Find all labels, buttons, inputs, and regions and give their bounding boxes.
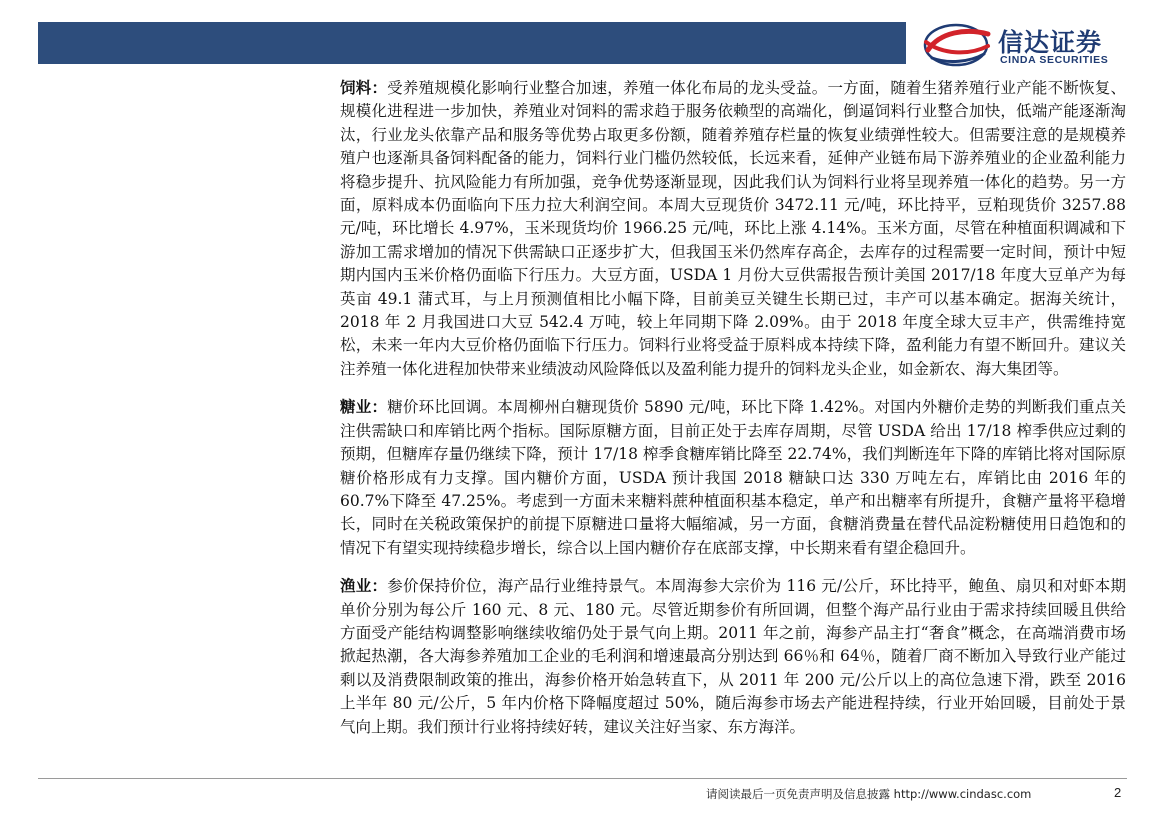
paragraph-sugar xyxy=(340,395,1126,560)
paragraph-fishery xyxy=(340,574,1126,739)
page-number: 2 xyxy=(1114,785,1122,800)
cinda-logo xyxy=(922,20,1142,70)
report-body xyxy=(340,76,1126,753)
paragraph-lead: 饲料： xyxy=(340,78,388,97)
footer-disclaimer-link[interactable]: 请阅读最后一页免责声明及信息披露 http://www.cindasc.com xyxy=(706,787,1032,801)
paragraph-lead: 糖业： xyxy=(340,397,388,417)
header-bar xyxy=(38,22,906,64)
logo-english-text: CINDA SECURITIES xyxy=(1000,54,1109,66)
paragraph-text: 受养殖规模化影响行业整合加速，养殖一体化布局的龙头受益。一方面，随着生猪养殖行业产能不断恢复、规模化进程进一步加快，养殖业对饲料的需求趋于服务依赖型的高端化，倒逼饲料行业整合加快，低端产能逐渐淘汰，行业龙头依靠产品和服务等优势占取更多份额，随着养殖存栏量的恢复业绩弹性较大。但需要注意的是规模养殖户也逐渐具备饲料配备的能力，饲料行业门槛仍然较低，长远来看，延伸产业链布局下游养殖业的企业盈利能力将稳步提升、抗风险能力有所加强，竞争优势逐渐显现，因此我们认为饲料行业将呈现养殖一体化的趋势。另一方面，原料成本仍面临向下压力拉大利润空间。本周大豆现货价 3472.11 元/吨，环比持平，豆粕现货价 3257.88 元/吨，环比增长 4.97%，玉米现货均价 1966.25 元/吨，环比上涨 4.14%。玉米方面，尽管在种植面积调减和下游加工需求增加的情况下供需缺口正逐步扩大，但我国玉米仍然库存高企，去库存的过程需要一定时间，预计中短期内国内玉米价格仍面临下行压力。大豆方面，USDA 1 月份大豆供需报告预计美国 2017/18 年度大豆单产为每英亩 49.1 蒲式耳，与上月预测值相比小幅下降，目前美豆关键生长期已过，丰产可以基本确定。据海关统计，2018 年 2 月我国进口大豆 542.4 万吨，较上年同期下降 2.09%。由于 2018 年度全球大豆丰产，供需维持宽松，未来一年内大豆价格仍面临下行压力。饲料行业将受益于原料成本持续下降，盈利能力有望不断回升。建议关注养殖一体化进程加快带来业绩波动风险降低以及盈利能力提升的饲料龙头企业，如金新农、海大集团等。 xyxy=(340,79,1126,378)
paragraph-feed xyxy=(340,76,1126,381)
page-footer xyxy=(0,778,1169,808)
footer-divider xyxy=(38,778,1127,779)
cinda-globe-icon xyxy=(922,20,994,70)
paragraph-text: 糖价环比回调。本周柳州白糖现货价 5890 元/吨，环比下降 1.42%。对国内外糖价走势的判断我们重点关注供需缺口和库销比两个指标。国际原糖方面，目前正处于去库存周期，尽管 USDA 给出 17/18 榨季供应过剩的预期，但糖库存量仍继续下降，预计 17/18 榨季食糖库销比降至 22.74%，我们判断连年下降的库销比将对国际原糖价格形成有力支撑。国内糖价方面，USDA 预计我国 2018 糖缺口达 330 万吨左右，库销比由 2016 年的 60.7%下降至 47.25%。考虑到一方面未来糖料蔗种植面积基本稳定，单产和出糖率有所提升，食糖产量将平稳增长，同时在关税政策保护的前提下原糖进口量将大幅缩减，另一方面，食糖消费量在替代品淀粉糖使用日趋饱和的情况下有望实现持续稳步增长，综合以上国内糖价存在底部支撑，中长期来看有望企稳回升。 xyxy=(340,398,1126,557)
paragraph-text: 参价保持价位，海产品行业维持景气。本周海参大宗价为 116 元/公斤，环比持平，鲍鱼、扇贝和对虾本期单价分别为每公斤 160 元、8 元、180 元。尽管近期参价有所回调，但整个海产品行业由于需求持续回暖且供给方面受产能结构调整影响继续收缩仍处于景气向上期。2011 年之前，海参产品主打“奢食”概念，在高端消费市场掀起热潮，各大海参养殖加工企业的毛利润和增速最高分别达到 66％和 64％，随着厂商不断加入导致行业产能过剩以及消费限制政策的推出，海参价格开始急转直下，从 2011 年 200 元/公斤以上的高位急速下滑，跌至 2016 上半年 80 元/公斤，5 年内价格下降幅度超过 50%，随后海参市场去产能进程持续，行业开始回暖，目前处于景气向上期。我们预计行业将持续好转，建议关注好当家、东方海洋。 xyxy=(340,577,1126,736)
logo-chinese-text: 信达证券 xyxy=(998,28,1103,57)
paragraph-lead: 渔业： xyxy=(340,576,388,596)
